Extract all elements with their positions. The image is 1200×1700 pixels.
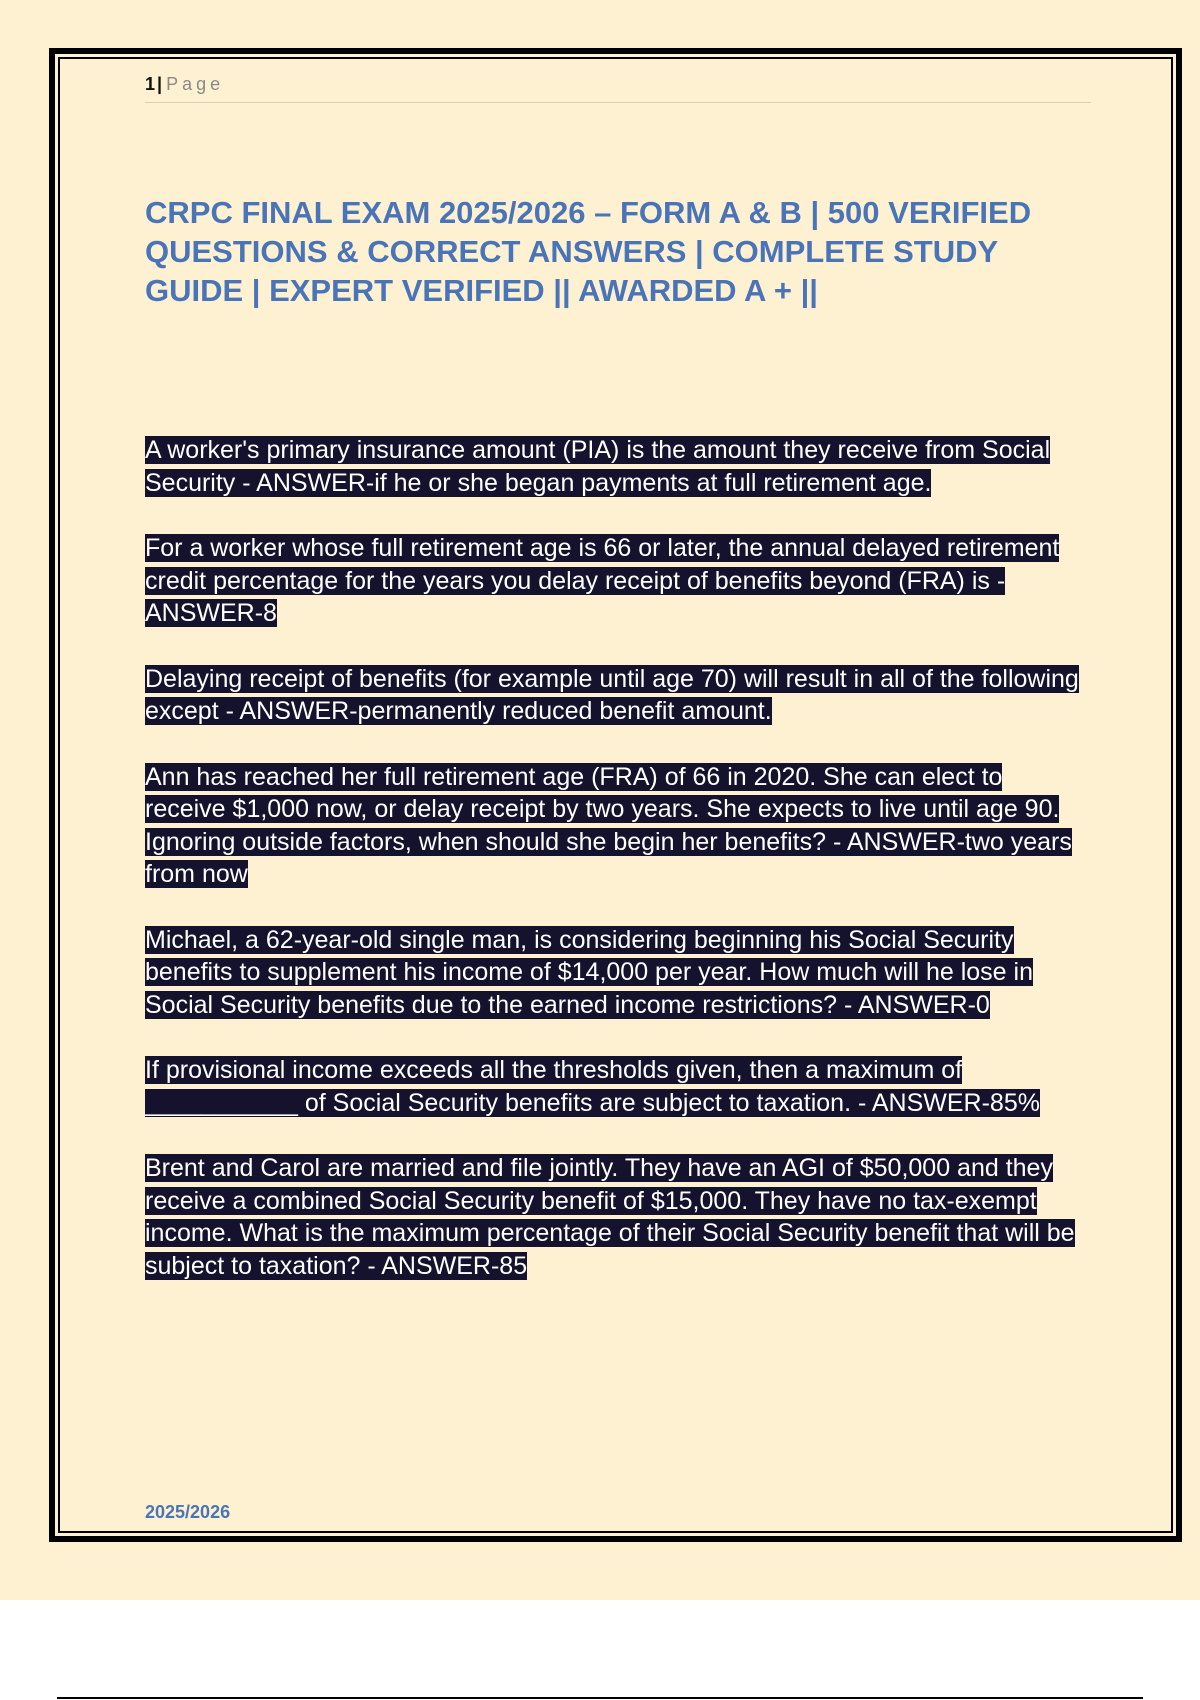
qa-item [145, 1152, 1085, 1282]
qa-item [145, 924, 1085, 1022]
qa-text: A worker's primary insurance amount (PIA) is the amount they receive from Social Security - ANSWER-if he or she began payments at full retirement age. [145, 436, 1051, 497]
qa-list [145, 434, 1085, 1315]
qa-text: Ann has reached her full retirement age (FRA) of 66 in 2020. She can elect to receive $1,000 now, or delay receipt by two years. She expects to live until age 90. Ignoring outside factors, when should she begin her benefits? - ANSWER-two years from now [145, 762, 1072, 888]
page-label: Page [166, 74, 225, 94]
qa-item [145, 1054, 1085, 1119]
qa-text: For a worker whose full retirement age is 66 or later, the annual delayed retirement credit percentage for the years you delay receipt of benefits beyond (FRA) is - ANSWER-8 [145, 534, 1060, 627]
document-title: CRPC FINAL EXAM 2025/2026 – FORM A & B | 500 VERIFIED QUESTIONS & CORRECT ANSWERS | COMPLETE STUDY GUIDE | EXPERT VERIFIED || AWARDED A + || [145, 195, 1032, 308]
qa-text: If provisional income exceeds all the thresholds given, then a maximum of ___________ of Social Security benefits are subject to taxation. - ANSWER-85% [145, 1056, 1040, 1117]
page-number: 1 [145, 74, 156, 94]
bottom-divider [57, 1697, 1143, 1699]
header-separator: | [157, 74, 163, 94]
footer-year: 2025/2026 [145, 1502, 231, 1522]
qa-text: Delaying receipt of benefits (for example until age 70) will result in all of the following except - ANSWER-permanently reduced benefit amount. [145, 664, 1079, 725]
qa-item [145, 761, 1085, 891]
qa-text: Michael, a 62-year-old single man, is considering beginning his Social Security benefits to supplement his income of $14,000 per year. How much will he lose in Social Security benefits due to the earned income restrictions? - ANSWER-0 [145, 925, 1033, 1019]
qa-item [145, 434, 1085, 499]
qa-item [145, 532, 1085, 630]
page-header [145, 74, 1091, 103]
qa-text: Brent and Carol are married and file jointly. They have an AGI of $50,000 and they receive a combined Social Security benefit of $15,000. They have no tax-exempt income. What is the maximum percentage of their Social Security benefit that will be subject to taxation? - ANSWER-85 [145, 1154, 1075, 1280]
qa-item [145, 663, 1085, 728]
